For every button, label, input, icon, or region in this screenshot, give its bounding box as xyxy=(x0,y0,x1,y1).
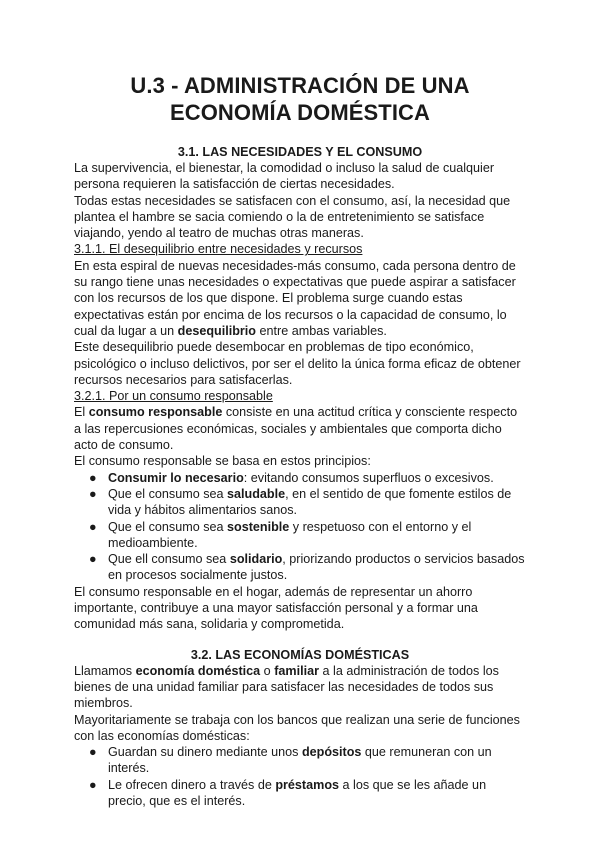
text: Le ofrecen dinero a través de xyxy=(108,777,276,792)
paragraph: Mayoritariamente se trabaja con los bancos que realizan una serie de funciones con las economías domésticas: xyxy=(74,712,520,743)
text: Llamamos xyxy=(74,663,136,678)
bold-term: sostenible xyxy=(227,519,290,534)
paragraph: La supervivencia, el bienestar, la comodidad o incluso la salud de cualquier persona requieren la satisfacción de ciertas necesidades. xyxy=(74,161,495,192)
text: : evitando consumos superfluos o excesivos. xyxy=(243,470,494,485)
bullet-icon: ● xyxy=(89,519,97,534)
text: o xyxy=(260,663,275,678)
paragraph xyxy=(74,258,526,339)
paragraph xyxy=(74,404,526,453)
text: consiste en una actitud crítica y consciente respecto a las repercusiones económicas, sociales y ambientales que comporta dicho acto de consumo. xyxy=(74,405,518,453)
paragraph xyxy=(74,663,526,712)
list-item xyxy=(89,486,526,519)
bold-term: familiar xyxy=(274,663,320,678)
bold-term: Consumir lo necesario xyxy=(108,470,244,485)
text: y respetuoso con el entorno y el medioambiente. xyxy=(108,519,472,550)
text: , priorizando productos o servicios basados en procesos socialmente justos. xyxy=(108,552,525,583)
list-item xyxy=(89,551,526,584)
text: Que el consumo sea xyxy=(108,519,228,534)
paragraph: El consumo responsable en el hogar, además de representar un ahorro importante, contribuye a una mayor satisfacción personal y a formar una comunidad más sana, solidaria y comprometida. xyxy=(74,584,478,632)
bold-term: consumo responsable xyxy=(88,405,223,420)
bullet-icon: ● xyxy=(89,552,97,567)
subsection-heading-3-2-1: 3.2.1. Por un consumo responsable xyxy=(74,389,273,404)
list-item xyxy=(89,470,526,486)
section-heading-3-1: 3.1. LAS NECESIDADES Y EL CONSUMO xyxy=(177,145,423,159)
text: a los que se les añade un precio, que es el interés. xyxy=(108,777,487,808)
bold-term: saludable xyxy=(227,486,286,501)
list-item xyxy=(89,744,526,777)
page-title: U.3 - ADMINISTRACIÓN DE UNA ECONOMÍA DOMÉSTICA xyxy=(130,73,470,125)
text: Guardan su dinero mediante unos xyxy=(108,745,302,760)
bold-term: préstamos xyxy=(275,777,340,792)
paragraph: Este desequilibrio puede desembocar en problemas de tipo económico, psicológico o incluso delictivos, por ser el delito la única forma eficaz de obtener recursos necesarios para satisfacerlas. xyxy=(74,340,521,387)
paragraph: Todas estas necesidades se satisfacen con el consumo, así, la necesidad que plantea el hambre se sacia comiendo o la de entretenimiento se satisface viajando, yendo al teatro de muchas otras maneras. xyxy=(74,193,511,241)
bold-term: depósitos xyxy=(301,745,362,760)
bold-term: economía doméstica xyxy=(135,663,261,678)
subsection-heading-3-1-1: 3.1.1. El desequilibrio entre necesidades y recursos xyxy=(74,242,363,257)
bullet-icon: ● xyxy=(89,745,97,760)
text: En esta espiral de nuevas necesidades-más consumo, cada persona dentro de su rango tiene unas necesidades o expectativas que puede aspirar a satisfacer con los recursos de los que dispone. El problema surge cuando estas expectativas están por encima de los recursos o la capacidad de consumo, lo cual da lugar a un xyxy=(74,258,516,338)
section-heading-3-2: 3.2. LAS ECONOMÍAS DOMÉSTICAS xyxy=(190,647,410,662)
text: Que el consumo sea xyxy=(108,486,228,501)
text: El xyxy=(74,405,89,420)
text: a la administración de todos los bienes de una unidad familiar para satisfacer las necesidades de todos sus miembros. xyxy=(74,663,499,711)
bold-term: solidario xyxy=(229,552,283,567)
list-item xyxy=(89,777,526,810)
paragraph: El consumo responsable se basa en estos principios: xyxy=(74,454,371,469)
list-item xyxy=(89,519,526,552)
text: Que ell consumo sea xyxy=(108,552,230,567)
bullet-icon: ● xyxy=(89,486,97,501)
text: que remuneran con un interés. xyxy=(108,745,492,776)
bank-functions-list xyxy=(74,744,526,809)
principles-list xyxy=(74,470,526,584)
bullet-icon: ● xyxy=(89,777,97,792)
text: entre ambas variables. xyxy=(256,323,387,338)
bold-term: desequilibrio xyxy=(177,323,256,338)
bullet-icon: ● xyxy=(89,470,97,485)
text: , en el sentido de que fomente estilos de vida y hábitos alimentarios sanos. xyxy=(108,486,512,518)
